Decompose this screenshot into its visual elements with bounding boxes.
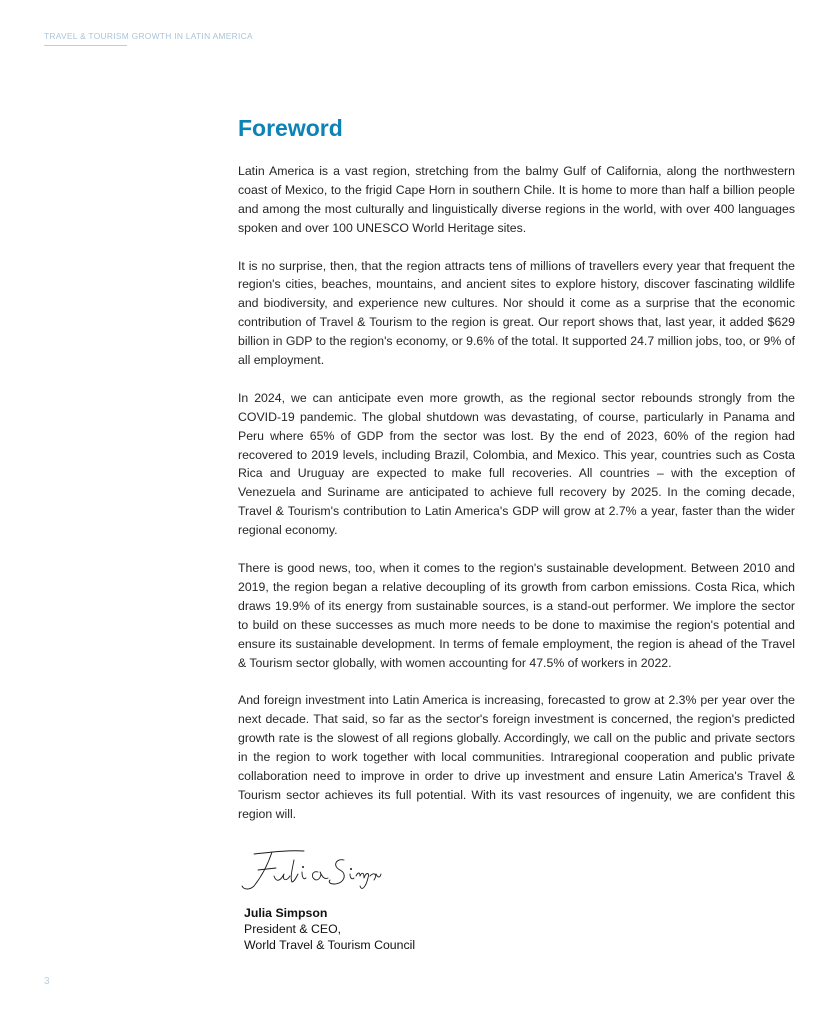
- paragraph-1: Latin America is a vast region, stretching from the balmy Gulf of California, along the northwestern coast of Mexico, to the frigid Cape Horn in southern Chile. It is home to more than half a billion people and among the most culturally and linguistically diverse regions in the world, with over 400 languages spoken and over 100 UNESCO World Heritage sites.: [238, 164, 795, 235]
- foreword-body: [238, 162, 795, 843]
- signatory-organization: World Travel & Tourism Council: [244, 938, 416, 952]
- paragraph-5: And foreign investment into Latin America is increasing, forecasted to grow at 2.3% per year over the next decade. That said, so far as the sector's foreign investment is concerned, the region's predicted growth rate is the slowest of all regions globally. Accordingly, we call on the public and private sectors in the region to work together with local communities. Intraregional cooperation and public private collaboration need to improve in order to drive up investment and ensure Latin America's Travel & Tourism sector achieves its full potential. With its vast resources of ingenuity, we are confident this region will.: [238, 693, 795, 821]
- signature-block: [244, 905, 415, 953]
- running-header-title: TRAVEL & TOURISM GROWTH IN LATIN AMERICA: [44, 31, 253, 41]
- paragraph-3: In 2024, we can anticipate even more growth, as the regional sector rebounds strongly from the COVID-19 pandemic. The global shutdown was devastating, of course, particularly in Panama and Peru where 65% of GDP from the sector was lost. By the end of 2023, 60% of the region had recovered to 2019 levels, including Brazil, Colombia, and Mexico. This year, countries such as Costa Rica and Uruguay are expected to make full recoveries. All countries – with the exception of Venezuela and Suriname are anticipated to achieve full recovery by 2025. In the coming decade, Travel & Tourism's contribution to Latin America's GDP will grow at 2.7% a year, faster than the wider regional economy.: [238, 390, 795, 538]
- signatory-name: Julia Simpson: [244, 906, 328, 920]
- signatory-role: President & CEO,: [244, 922, 342, 936]
- handwritten-signature: [232, 846, 382, 894]
- paragraph-4: There is good news, too, when it comes to the region's sustainable development. Between 2010 and 2019, the region began a relative decoupling of its growth from carbon emissions. Costa Rica, which draws 19.9% of its energy from sustainable sources, is a stand-out performer. We implore the sector to build on these successes as much more needs to be done to maximise the region's potential and ensure its sustainable development. In terms of female employment, the region is ahead of the Travel & Tourism sector globally, with women accounting for 47.5% of workers in 2022.: [238, 560, 795, 670]
- page-number: 3: [44, 976, 50, 987]
- paragraph-2: It is no surprise, then, that the region attracts tens of millions of travellers every year that frequent the region's cities, beaches, mountains, and ancient sites to explore history, discover fascinating wildlife and biodiversity, and experience new cultures. Nor should it come as a surprise that the economic contribution of Travel & Tourism to the region is great. Our report shows that, last year, it added $629 billion in GDP to the region's economy, or 9.6% of the total. It supported 24.7 million jobs, too, or 9% of all employment.: [238, 258, 795, 368]
- page-title: Foreword: [238, 115, 343, 141]
- header-rule: [44, 45, 127, 46]
